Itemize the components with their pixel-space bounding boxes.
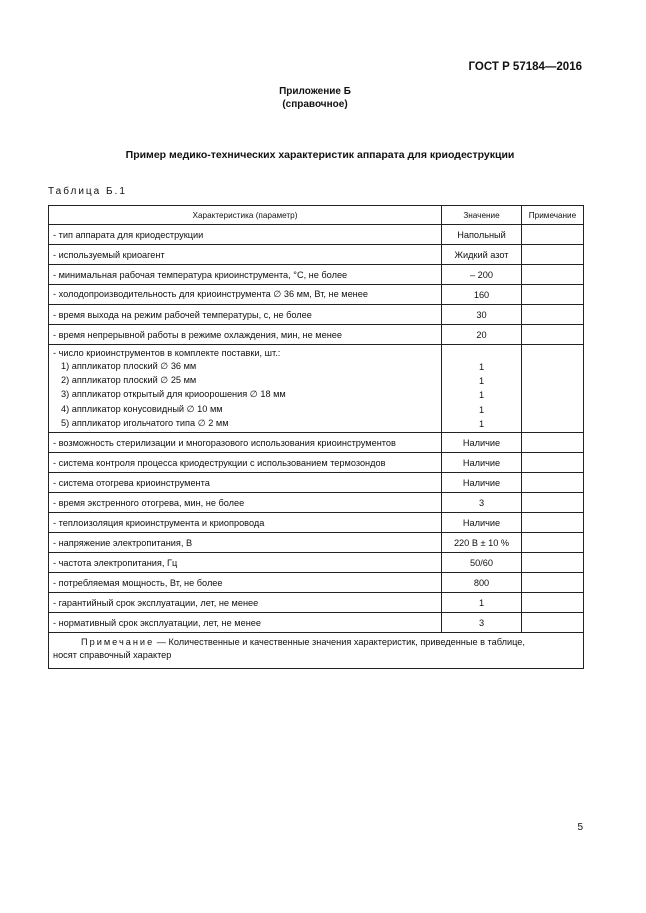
note-cell [522,593,584,613]
value-cell: 220 В ± 10 % [442,533,522,553]
value-cell: Наличие [442,453,522,473]
value-cell: 50/60 [442,553,522,573]
param-cell: - напряжение электропитания, В [49,533,442,553]
table-row [49,245,584,265]
table-row [49,593,584,613]
param-cell: - потребляемая мощность, Вт, не более [49,573,442,593]
param-cell: - нормативный срок эксплуатации, лет, не менее [49,613,442,633]
document-id: ГОСТ Р 57184—2016 [468,61,582,73]
param-cell: - система контроля процесса криодеструкции с использованием термозондов [49,453,442,473]
value-cell: 1 [442,593,522,613]
instrument-value: 1 [478,390,485,401]
table-row [49,305,584,325]
table-row [49,225,584,245]
value-cell: Наличие [442,513,522,533]
value-cell: 3 [442,613,522,633]
section-title: Пример медико-технических характеристик аппарата для криодеструкции [125,149,515,161]
note-cell [522,493,584,513]
table-header-row [49,206,584,225]
table-row [49,325,584,345]
table-row [49,473,584,493]
note-cell [522,513,584,533]
column-header-parameter: Характеристика (параметр) [49,206,442,225]
value-cell: – 200 [442,265,522,285]
instrument-item: 3) аппликатор открытый для криоорошения ∅ 18 мм [61,389,286,400]
note-cell [522,533,584,553]
table-row [49,533,584,553]
specifications-table [48,205,584,669]
note-cell [522,225,584,245]
note-cell [522,325,584,345]
instrument-item: 5) аппликатор игольчатого типа ∅ 2 мм [61,417,229,428]
table-row-instruments [49,345,584,433]
note-cell [522,433,584,453]
param-cell: - система отогрева криоинструмента [49,473,442,493]
instrument-value: 1 [478,376,485,387]
column-header-value: Значение [442,206,522,225]
table-row [49,285,584,305]
param-cell: - время выхода на режим рабочей температуры, с, не более [49,305,442,325]
value-cell: Жидкий азот [442,245,522,265]
table-row [49,553,584,573]
note-cell [522,553,584,573]
note-cell [522,245,584,265]
instrument-item: 1) аппликатор плоский ∅ 36 мм [61,361,197,371]
param-cell: - возможность стерилизации и многоразового использования криоинструментов [49,433,442,453]
footnote-first-line [53,636,579,649]
note-cell [522,305,584,325]
param-cell: - время экстренного отогрева, мин, не более [49,493,442,513]
table-row [49,613,584,633]
instruments-heading: - число криоинструментов в комплекте поставки, шт.: [53,348,281,358]
footnote-text-line1: — Количественные и качественные значения характеристик, приведенные в таблице, [154,637,525,647]
instrument-item: 2) аппликатор плоский ∅ 25 мм [61,375,197,386]
value-cell: 160 [442,285,522,305]
param-cell: - теплоизоляция криоинструмента и криопровода [49,513,442,533]
value-cell: Напольный [442,225,522,245]
note-cell [522,473,584,493]
footnote-text-line2: носят справочный характер [53,649,172,660]
table-row [49,573,584,593]
param-cell: - тип аппарата для криодеструкции [49,225,442,245]
value-cell-instruments [442,345,522,433]
table-row [49,513,584,533]
value-cell: 20 [442,325,522,345]
value-cell: Наличие [442,433,522,453]
table-row [49,433,584,453]
note-cell [522,285,584,305]
value-cell: 3 [442,493,522,513]
value-cell: 800 [442,573,522,593]
footnote-label: Примечание [81,637,155,647]
page-number: 5 [577,822,583,833]
column-header-note: Примечание [522,206,584,225]
annex-subtitle: (справочное) [282,98,348,110]
instrument-value: 1 [478,404,485,415]
note-cell [522,453,584,473]
table-footnote [49,633,584,669]
instrument-item: 4) аппликатор конусовидный ∅ 10 мм [61,403,223,414]
table-caption: Таблица Б.1 [48,186,127,197]
table-row [49,265,584,285]
param-cell: - используемый криоагент [49,245,442,265]
table-row [49,493,584,513]
param-cell: - частота электропитания, Гц [49,553,442,573]
note-cell [522,345,584,433]
table-row [49,453,584,473]
annex-heading [0,86,630,111]
param-cell: - гарантийный срок эксплуатации, лет, не менее [49,593,442,613]
table-footnote-row [49,633,584,669]
note-cell [522,265,584,285]
value-cell: Наличие [442,473,522,493]
param-cell: - минимальная рабочая температура криоинструмента, °С, не более [49,265,442,285]
param-cell: - время непрерывной работы в режиме охлаждения, мин, не менее [49,325,442,345]
annex-title: Приложение Б [279,86,351,97]
value-cell: 30 [442,305,522,325]
note-cell [522,573,584,593]
instrument-value: 1 [478,418,485,429]
note-cell [522,613,584,633]
instrument-value: 1 [478,362,485,372]
param-cell: - холодопроизводительность для криоинструмента ∅ 36 мм, Вт, не менее [49,285,442,305]
param-cell-instruments [49,345,442,433]
